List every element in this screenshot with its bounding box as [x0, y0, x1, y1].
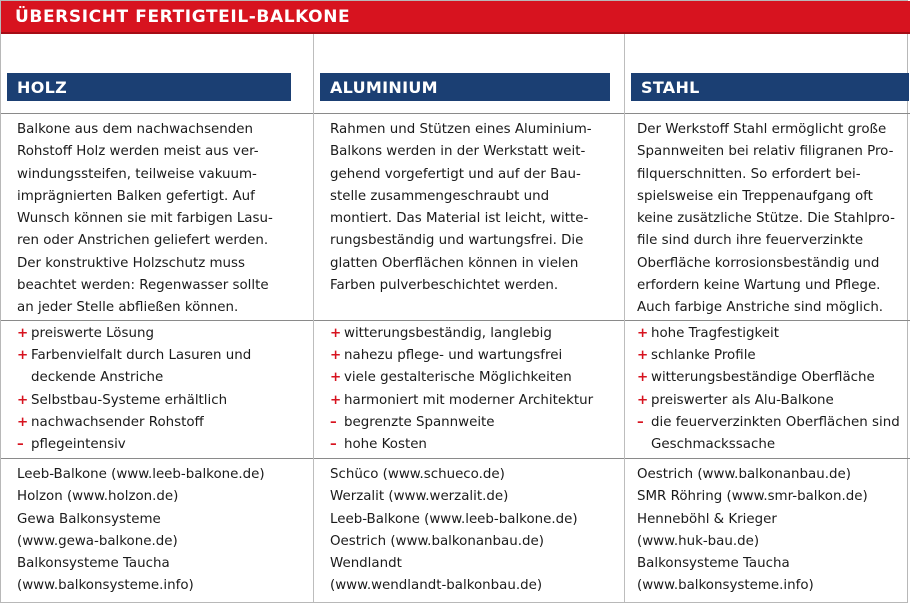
- plus-icon: +: [17, 414, 29, 430]
- column-heading: HOLZ: [7, 73, 291, 101]
- list-item: – begrenzte Spannweite: [330, 412, 610, 434]
- plus-icon: +: [330, 348, 342, 364]
- divider: [314, 458, 625, 459]
- list-item: + witterungsbeständig, langlebig: [330, 323, 610, 345]
- minus-icon: –: [17, 437, 24, 453]
- list-item: + schlanke Profile: [637, 345, 909, 367]
- list-item: – die feuerverzinkten Oberflächen sind Geschmackssache: [637, 412, 909, 456]
- column-aluminium: [313, 34, 625, 602]
- list-item: + Selbstbau-Systeme erhältlich: [17, 390, 297, 412]
- pros-cons-list: [330, 323, 610, 456]
- list-item: + preiswerte Lösung: [17, 323, 297, 345]
- list-item: + Farbenvielfalt durch Lasuren und deckende Anstriche: [17, 345, 297, 389]
- plus-icon: +: [637, 326, 649, 341]
- list-item: + viele gestalterische Möglichkeiten: [330, 367, 610, 389]
- plus-icon: +: [17, 326, 29, 341]
- plus-icon: +: [17, 392, 29, 408]
- divider: [1, 113, 313, 114]
- list-item: + witterungsbeständige Oberfläche: [637, 367, 909, 389]
- list-item: – pflegeintensiv: [17, 434, 297, 456]
- column-description: Der Werkstoff Stahl ermöglicht große Spannweiten bei relativ filigranen Pro- filquerschnitten. So erfordert bei- spielsweise ein Treppenaufgang oft keine zusätzliche Stütze. Die Stahlpro- file sind durch ihre feuerverzinkte Oberfläche korrosionsbeständig und erfordern keine Wartung und Pflege. Auch farbige Anstriche sind möglich.: [637, 122, 895, 316]
- plus-icon: +: [330, 370, 342, 386]
- column-description: Rahmen und Stützen eines Aluminium- Balkons werden in der Werkstatt weit- gehend vorgefertigt und auf der Bau- stelle zusammengeschraubt und montiert. Das Material ist leicht, witte- rungsbeständig und wartungsfrei. Die glatten Oberflächen können in vielen Farben pulverbeschichtet werden.: [330, 122, 592, 294]
- plus-icon: +: [637, 392, 649, 408]
- column-description: Balkone aus dem nachwachsenden Rohstoff Holz werden meist aus ver- windungssteifen, teilweise vakuum- imprägnierten Balken gefertigt. Auf Wunsch können sie mit farbigen Lasu- ren oder Anstrichen geliefert werden. Der konstruktive Holzschutz muss beachtet werden: Regenwasser sollte an jeder Stelle abfließen können.: [17, 122, 273, 316]
- page-title: ÜBERSICHT FERTIGTEIL-BALKONE: [15, 7, 351, 27]
- pros-cons-list: [637, 323, 909, 456]
- list-item: + nachwachsender Rohstoff: [17, 412, 297, 434]
- supplier-list: Oestrich (www.balkonanbau.de) SMR Röhring (www.smr-balkon.de) Henneböhl & Krieger (www.huk-bau.de) Balkonsysteme Taucha (www.balkonsysteme.info): [637, 467, 868, 594]
- column-heading: ALUMINIUM: [320, 73, 610, 101]
- list-item: + hohe Tragfestigkeit: [637, 323, 909, 345]
- divider: [625, 320, 910, 321]
- column-stahl: [624, 34, 910, 602]
- column-heading: STAHL: [631, 73, 909, 101]
- supplier-list: Leeb-Balkone (www.leeb-balkone.de) Holzon (www.holzon.de) Gewa Balkonsysteme (www.gewa-balkone.de) Balkonsysteme Taucha (www.balkonsysteme.info): [17, 467, 265, 594]
- pros-cons-list: [17, 323, 297, 456]
- divider: [625, 113, 910, 114]
- supplier-list: Schüco (www.schueco.de) Werzalit (www.werzalit.de) Leeb-Balkone (www.leeb-balkone.de) Oestrich (www.balkonanbau.de) Wendlandt (www.wendlandt-balkonbau.de): [330, 467, 578, 594]
- plus-icon: +: [330, 326, 342, 341]
- list-item: + nahezu pflege- und wartungsfrei: [330, 345, 610, 367]
- plus-icon: +: [637, 370, 649, 386]
- minus-icon: –: [330, 437, 337, 453]
- divider: [314, 320, 625, 321]
- minus-icon: –: [330, 414, 337, 430]
- list-item: – hohe Kosten: [330, 434, 610, 456]
- minus-icon: –: [637, 414, 644, 430]
- plus-icon: +: [330, 392, 342, 408]
- divider: [625, 458, 910, 459]
- list-item: + harmoniert mit moderner Architektur: [330, 390, 610, 412]
- divider: [1, 458, 313, 459]
- plus-icon: +: [17, 348, 29, 364]
- title-bar: [1, 1, 910, 34]
- divider: [314, 113, 625, 114]
- list-item: + preiswerter als Alu-Balkone: [637, 390, 909, 412]
- column-holz: [1, 34, 313, 602]
- plus-icon: +: [637, 348, 649, 364]
- divider: [1, 320, 313, 321]
